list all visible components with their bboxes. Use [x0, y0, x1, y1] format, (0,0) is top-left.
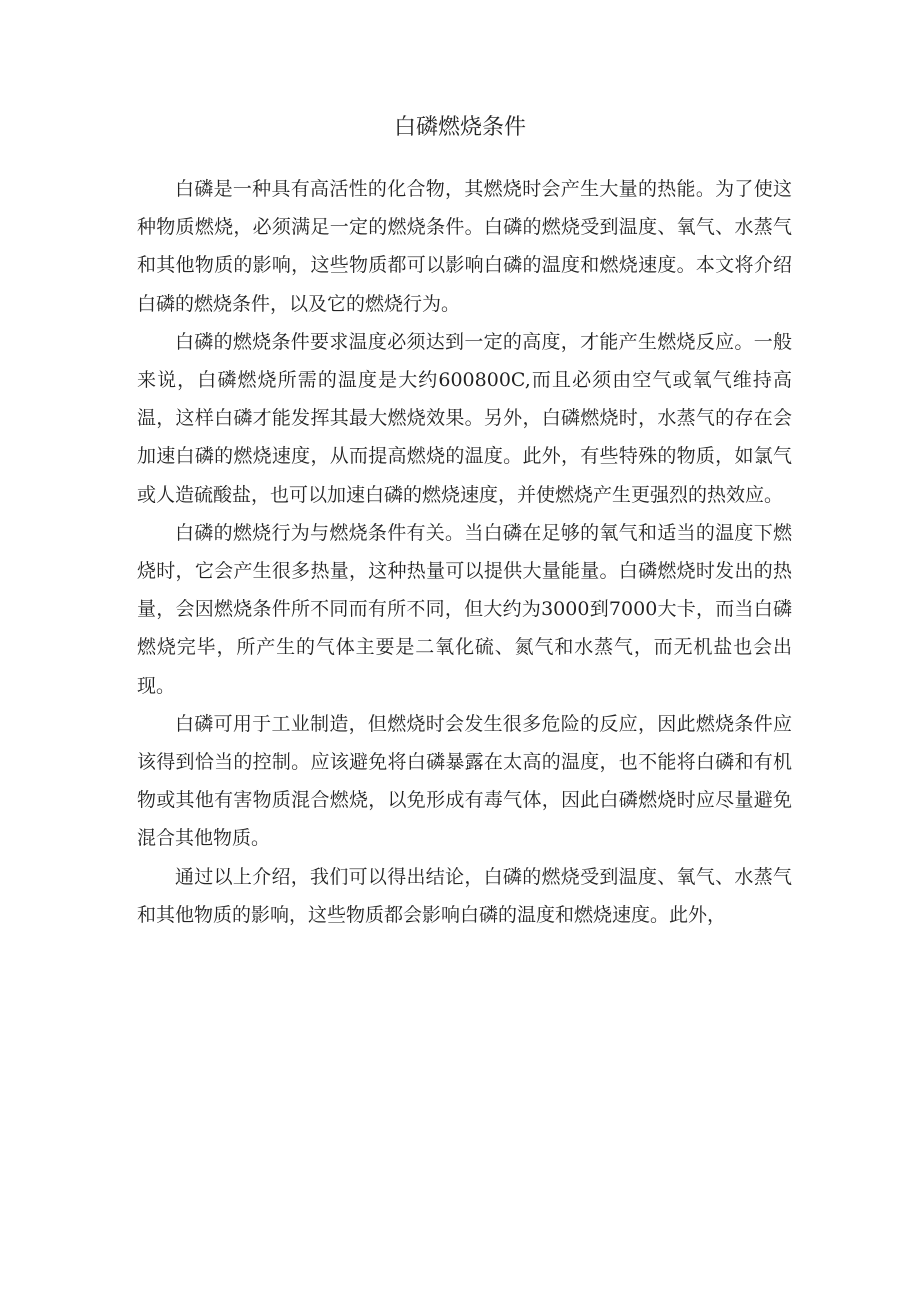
paragraph-5: 通过以上介绍，我们可以得出结论，白磷的燃烧受到温度、氧气、水蒸气和其他物质的影响，这些物质都会影响白磷的温度和燃烧速度。此外， — [137, 865, 792, 926]
paragraph-1: 白磷是一种具有高活性的化合物，其燃烧时会产生大量的热能。为了使这种物质燃烧，必须满足一定的燃烧条件。白磷的燃烧受到温度、氧气、水蒸气和其他物质的影响，这些物质都可以影响白磷的温度和燃烧速度。本文将介绍白磷的燃烧条件，以及它的燃烧行为。 — [137, 178, 792, 315]
page-title: 白磷燃烧条件 — [393, 115, 526, 140]
paragraph-3: 白磷的燃烧行为与燃烧条件有关。当白磷在足够的氧气和适当的温度下燃烧时，它会产生很多热量，这种热量可以提供大量能量。白磷燃烧时发出的热量，会因燃烧条件所不同而有所不同，但大约为3000到7000大卡，而当白磷燃烧完毕，所产生的气体主要是二氧化硫、氮气和水蒸气，而无机盐也会出现。 — [137, 521, 792, 697]
paragraph-2: 白磷的燃烧条件要求温度必须达到一定的高度，才能产生燃烧反应。一般来说，白磷燃烧所需的温度是大约600800C,而且必须由空气或氧气维持高温，这样白磷才能发挥其最大燃烧效果。另外，白磷燃烧时，水蒸气的存在会加速白磷的燃烧速度，从而提高燃烧的温度。此外，有些特殊的物质，如氯气或人造硫酸盐，也可以加速白磷的燃烧速度，并使燃烧产生更强烈的热效应。 — [137, 330, 792, 506]
document-body — [137, 170, 792, 934]
paragraph-4: 白磷可用于工业制造，但燃烧时会发生很多危险的反应，因此燃烧条件应该得到恰当的控制。应该避免将白磷暴露在太高的温度，也不能将白磷和有机物或其他有害物质混合燃烧，以免形成有毒气体，因此白磷燃烧时应尽量避免混合其他物质。 — [137, 712, 792, 850]
